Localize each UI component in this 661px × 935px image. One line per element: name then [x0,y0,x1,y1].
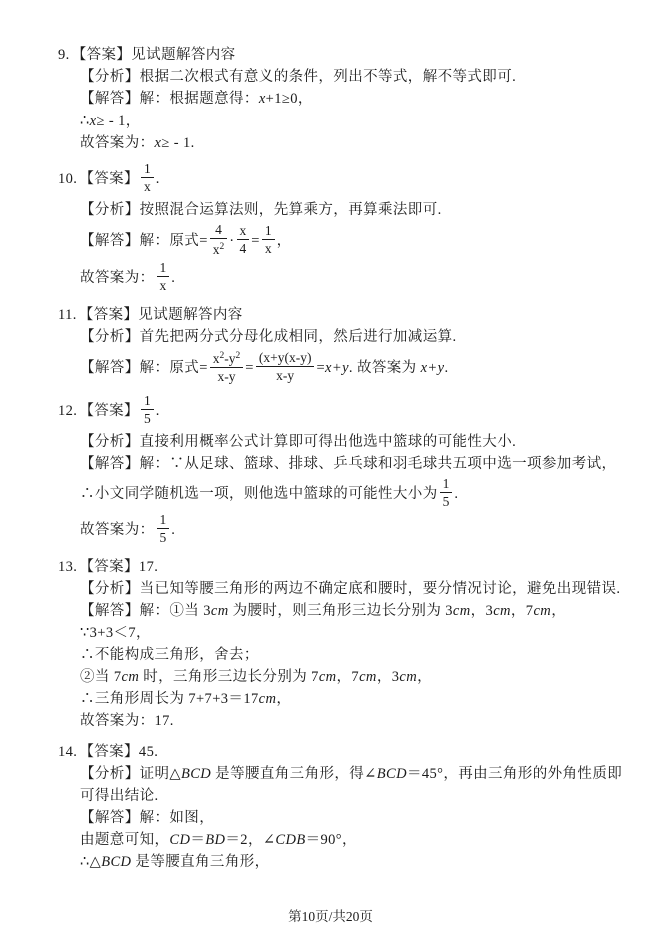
text-segment: x-y [276,368,295,383]
fraction-numerator [262,223,275,240]
text-line [0,88,661,110]
math-variable: cm [318,669,337,685]
text-segment: -y [224,351,236,366]
text-segment: ∵3+3＜7， [80,625,151,641]
fraction [256,350,315,383]
math-variable: cm [399,669,418,685]
text-segment: 【解答】解：∵从足球、篮球、排球、乒乓球和羽毛球共五项中选一项参加考试， [80,456,617,472]
text-line [0,326,661,348]
fraction-denominator [237,240,250,256]
math-variable: cm [258,691,277,707]
text-line [0,829,661,851]
text-segment: 4 [239,241,247,256]
text-segment: ，7 [336,669,360,685]
text-segment: x [264,241,272,256]
text-line [0,763,661,807]
text-line [0,600,661,622]
text-segment: 【答案】见试题解答内容 [78,307,243,323]
text-segment: ＝90°， [305,832,357,848]
text-line [0,395,661,428]
text-line [0,132,661,154]
text-line [0,644,661,666]
text-segment: ，3 [470,603,494,619]
item-number: 13. [58,559,78,575]
text-line [0,478,661,511]
text-segment: ∴三角形周长为 7+7+3＝17 [80,691,259,707]
fraction-numerator [237,223,250,240]
text-segment: 【分析】首先把两分式分母化成相同，然后进行加减运算. [80,329,457,345]
text-segment: = [245,359,254,376]
text-line [0,622,661,644]
text-line [0,741,661,763]
text-segment: 故答案为： [80,135,155,151]
text-segment: 【分析】证明△ [80,766,181,782]
text-segment: 1 [159,512,167,527]
fraction [440,476,453,509]
text-line [0,199,661,221]
fraction-numerator [256,350,315,367]
text-line [0,110,661,132]
answer-item [0,395,661,547]
text-line [0,851,661,873]
text-segment: 故答案为： [80,269,155,286]
text-line [0,163,661,196]
text-segment: 【分析】根据二次根式有意义的条件，列出不等式，解不等式即可. [80,69,517,85]
item-number: 10. [58,170,78,187]
fraction [141,161,154,194]
text-segment: 是等腰直角三角形， [131,854,270,870]
text-line [0,710,661,732]
text-segment: 2 [219,351,225,361]
math-variable: x [258,91,266,107]
text-segment: 1 [143,393,151,408]
text-segment: 故答案为： [80,521,155,538]
text-line [0,304,661,326]
text-segment: 4 [215,222,222,237]
text-segment: = [316,359,326,376]
text-segment: . 故答案为 [348,359,421,376]
text-segment: 【答案】见试题解答内容 [71,47,236,63]
text-segment: ＝ [190,832,206,848]
text-line [0,578,661,600]
math-variable: CDB [275,832,306,848]
text-segment: x-y [217,369,236,384]
text-line [0,807,661,829]
item-number: 12. [58,402,78,419]
item-number: 9. [58,47,70,63]
fraction-denominator [141,178,154,194]
page-footer [0,905,661,925]
math-variable: BD [205,832,226,848]
text-segment: . [444,359,449,376]
fraction [157,512,170,545]
text-segment: 由题意可知， [80,832,170,848]
text-line [0,688,661,710]
text-segment: ②当 7 [80,669,122,685]
text-segment: 【解答】解：根据题意得： [80,91,259,107]
text-segment: ∴不能构成三角形，舍去； [80,647,259,663]
text-segment: 故答案为：17. [80,713,174,729]
text-segment: 时，三角形三边长分别为 7 [139,669,319,685]
text-segment: +1≥0， [265,91,313,107]
fraction-denominator [210,368,244,384]
fraction-denominator [262,240,275,256]
answer-item [0,741,661,873]
text-segment: 【分析】按照混合运算法则，先算乘方，再算乘法即可. [80,202,442,218]
fraction [141,393,154,426]
math-variable: cm [121,669,140,685]
math-variable: cm [533,603,552,619]
text-segment: 【解答】解：原式= [80,359,208,376]
text-segment: 【答案】 [79,402,139,419]
text-segment: 【答案】45. [79,744,159,760]
answer-item [0,556,661,732]
text-line [0,556,661,578]
math-variable: x [154,135,162,151]
text-segment: 【答案】17. [79,559,159,575]
answer-item [0,304,661,386]
fraction-denominator [157,277,170,293]
fraction [210,349,244,384]
text-segment: 【分析】当已知等腰三角形的两边不确定底和腰时，要分情况讨论，避免出现错误. [80,581,621,597]
text-segment: 1 [143,161,151,176]
text-segment: · [229,232,235,249]
text-line [0,351,661,386]
math-variable: cm [210,603,229,619]
fraction-denominator [141,410,154,426]
text-segment: = [251,232,260,249]
text-segment: ，7 [510,603,534,619]
math-variable: cm [452,603,471,619]
text-segment: 1 [159,260,167,275]
text-segment: . [171,269,176,286]
text-segment: ，3 [376,669,400,685]
fraction-numerator [210,349,244,368]
answer-item [0,163,661,295]
text-segment: . [454,485,459,502]
math-variable: x+y [420,359,445,376]
text-segment: ＝45°，再由三角形的外角性质即可得出结论. [80,766,623,804]
math-variable: x+y [325,359,349,376]
text-segment: ＝2，∠ [225,832,276,848]
text-segment: x [212,242,220,257]
fraction-numerator [210,222,228,239]
fraction-denominator [157,529,170,545]
page-indicator: 第10页/共20页 [288,909,373,924]
text-line [0,514,661,547]
text-segment: ， [276,232,292,249]
fraction-numerator [141,161,154,178]
fraction [262,223,275,256]
text-segment: . [155,170,160,187]
text-segment: x [212,351,220,366]
text-line [0,262,661,295]
math-variable: CD [169,832,191,848]
fraction [210,222,228,257]
math-variable: cm [493,603,511,619]
text-line [0,66,661,88]
text-segment: 1 [442,476,450,491]
math-variable: x [89,113,97,129]
text-segment: ， [551,603,567,619]
fraction [157,260,170,293]
math-variable: cm [359,669,377,685]
text-segment: 5 [442,494,450,509]
text-segment: (x+y(x-y) [258,350,312,365]
text-line [0,44,661,66]
fraction [237,223,250,256]
fraction-numerator [440,476,453,493]
text-segment: 是等腰直角三角形，得∠ [211,766,377,782]
text-segment: x [239,223,247,238]
text-segment: 【解答】解：①当 3 [80,603,211,619]
text-segment: 2 [219,242,225,252]
fraction-denominator [210,239,228,257]
text-segment: ， [276,691,292,707]
fraction-numerator [141,393,154,410]
text-segment: ∴△ [80,854,102,870]
text-segment: ， [417,669,432,685]
text-segment: . [155,402,160,419]
text-segment: 【答案】 [79,170,139,187]
fraction-denominator [440,493,453,509]
text-segment: ∴ [80,113,90,129]
answer-item [0,44,661,154]
text-segment: 【解答】解：如图， [80,810,215,826]
text-segment: ≥ - 1， [96,113,141,129]
text-segment: 5 [143,411,151,426]
fraction-numerator [157,260,170,277]
math-variable: BCD [180,766,212,782]
text-segment: 2 [235,351,241,361]
math-variable: BCD [101,854,132,870]
text-line [0,224,661,259]
text-segment: ∴小文同学随机选一项，则他选中篮球的可能性大小为 [80,485,438,502]
text-line [0,431,661,453]
text-segment: ≥ - 1. [161,135,195,151]
text-segment: x [143,179,151,194]
math-variable: BCD [376,766,407,782]
text-segment: 5 [159,530,167,545]
item-number: 14. [58,744,78,760]
fraction-denominator [256,367,315,383]
text-segment: 1 [264,223,272,238]
fraction-numerator [157,512,170,529]
text-segment: 为腰时，则三角形三边长分别为 3 [228,603,453,619]
item-number: 11. [58,307,77,323]
text-line [0,666,661,688]
text-segment: 【解答】解：原式= [80,232,208,249]
text-segment: 【分析】直接利用概率公式计算即可得出他选中篮球的可能性大小. [80,434,517,450]
text-line [0,453,661,475]
text-segment: x [159,278,167,293]
text-segment: . [171,521,176,538]
